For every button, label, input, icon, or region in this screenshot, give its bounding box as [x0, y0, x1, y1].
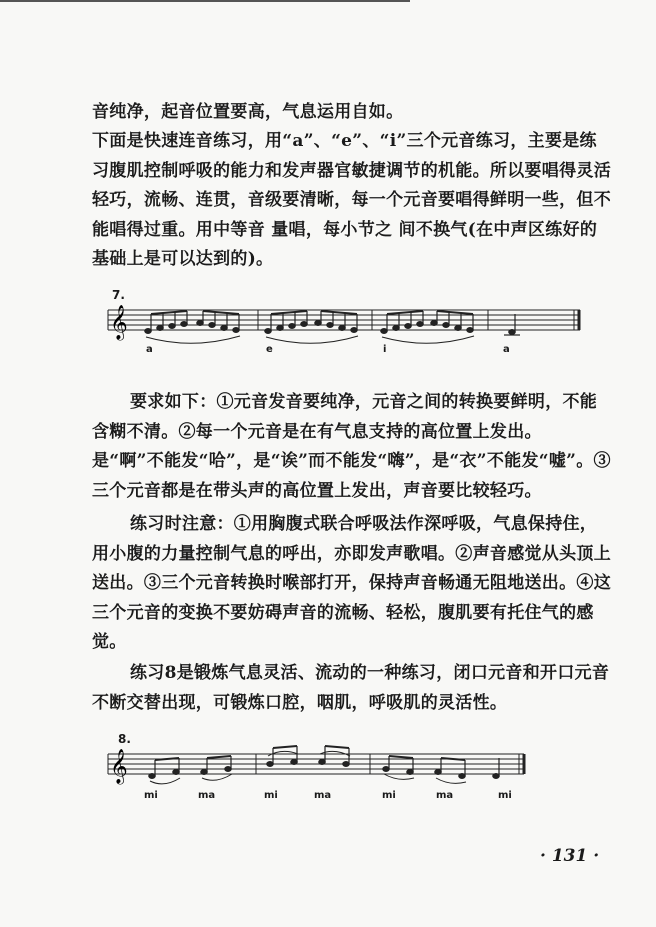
syllable-mi-1: mi: [144, 790, 158, 801]
exercise-7-score: [100, 288, 588, 360]
syllable-ma-3: ma: [436, 790, 454, 801]
paragraph-5: 练习8是锻炼气息灵活、流动的一种练习，闭口元音和开口元音不断交替出现，可锻炼口腔，咽肌，呼吸肌的灵活性。: [92, 663, 610, 713]
paragraph-3: 要求如下：①元音发音要纯净，元音之间的转换要鲜明，不能含糊不清。②每一个元音是在有气息支持的高位置上发出。是“啊”不能发“哈”，是“诶”而不能发“嗨”，是“衣”不能发“嘘”。③三个元音都是在带头声的高位置上发出，声音要比较轻巧。: [92, 392, 611, 501]
page-number: · 131 ·: [540, 846, 600, 866]
treble-clef-icon: 𝄞: [110, 305, 128, 340]
syllable-e: e: [266, 344, 273, 355]
exercise-7-staff: [100, 288, 588, 360]
treble-clef-icon: 𝄞: [110, 749, 128, 784]
exercise-7-slurs: [146, 336, 474, 343]
exercise-7-number: 7.: [112, 288, 125, 302]
syllable-a: a: [146, 344, 153, 355]
syllable-ma-2: ma: [314, 790, 332, 801]
syllable-mi-4: mi: [498, 790, 512, 801]
paragraph-4: 练习时注意：①用胸腹式联合呼吸法作深呼吸，气息保持住，用小腹的力量控制气息的呼出，亦即发声歌唱。②声音感觉从头顶上送出。③三个元音转换时喉部打开，保持声音畅通无阻地送出。④这三个元音的变换不要妨碍声音的流畅、轻松，腹肌要有托住气的感觉。: [92, 514, 611, 652]
syllable-a-end: a: [503, 344, 510, 355]
syllable-mi-2: mi: [264, 790, 278, 801]
paragraph-1: 音纯净，起音位置要高，气息运用自如。: [92, 102, 404, 122]
top-rule: [0, 0, 410, 2]
exercise-8-score: [100, 732, 588, 808]
syllable-i: i: [383, 344, 387, 355]
exercise-8-slurs: [150, 751, 466, 783]
syllable-mi-3: mi: [382, 790, 396, 801]
syllable-ma-1: ma: [198, 790, 216, 801]
exercise-8-number: 8.: [118, 732, 131, 746]
exercise-8-staff: [100, 732, 588, 808]
paragraph-2: 下面是快速连音练习，用“a”、“e”、“i”三个元音练习，主要是练习腹肌控制呼吸的能力和发声器官敏捷调节的机能。所以要唱得灵活轻巧，流畅、连贯，音级要清晰，每一个元音要唱得鲜明一些，但不能唱得过重。用中等音 量唱，每小节之 间不换气(在中声区练好的基础上是可以达到的)。: [92, 131, 611, 269]
